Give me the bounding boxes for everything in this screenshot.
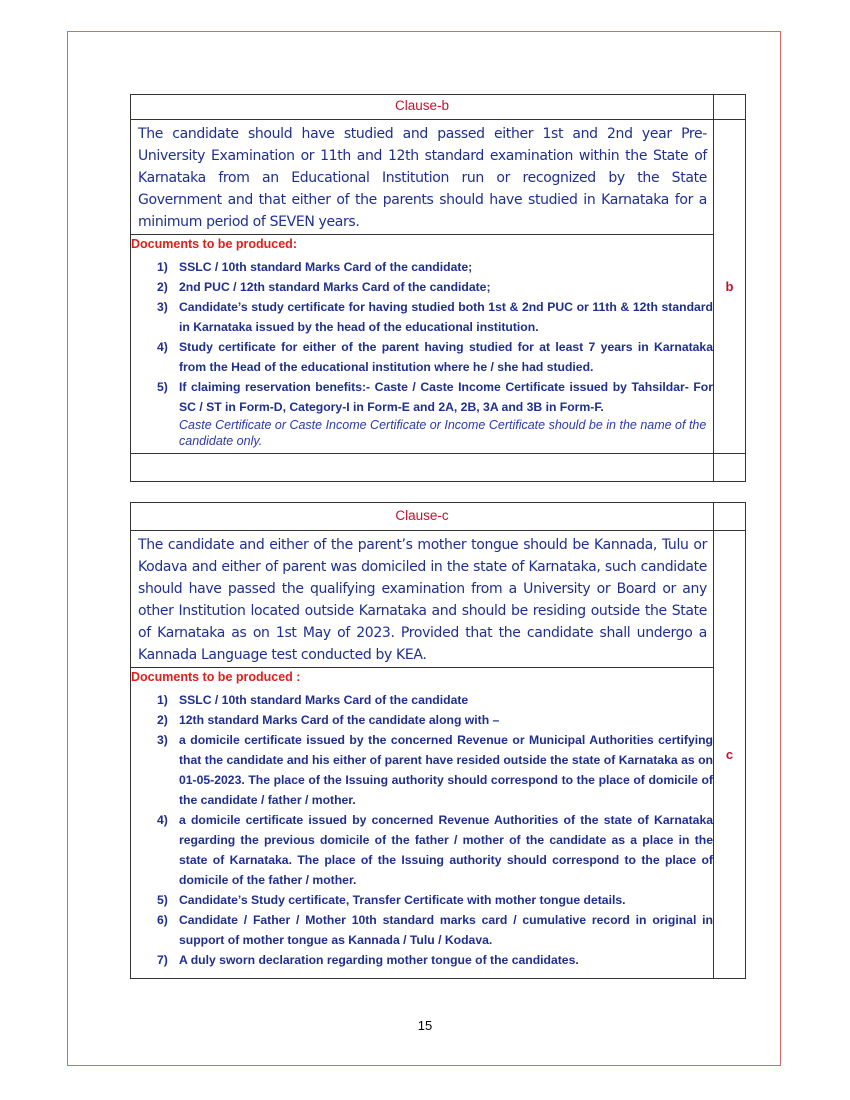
clause-c-title-side-cell (714, 503, 746, 531)
list-item: 5) If claiming reservation benefits:- Caste / Caste Income Certificate issued by Tahsildar- For SC / ST in Form-D, Category-I in Form-E and 2A, 2B, 3A and 3B in Form-F. (157, 380, 713, 414)
list-item: 4) a domicile certificate issued by concerned Revenue Authorities of the state of Karnataka regarding the previous domicile of the father / mother of the candidate as a place in the state of Karnataka. The place of the Issuing authority should correspond to the place of domicile of the father / mother. (157, 813, 713, 887)
list-item: 2) 12th standard Marks Card of the candidate along with – (157, 713, 500, 727)
list-item: 4) Study certificate for either of the parent having studied for at least 7 years in Karnataka from the Head of the educational institution where he / she had studied. (157, 340, 713, 374)
clause-b-paragraph-cell (131, 120, 714, 235)
list-item: 3) Candidate’s study certificate for having studied both 1st & 2nd PUC or 11th & 12th standard in Karnataka issued by the head of the educational institution. (157, 300, 713, 334)
clause-c-side-label: c (714, 531, 746, 979)
list-item: 2) 2nd PUC / 12th standard Marks Card of the candidate; (157, 280, 491, 294)
list-item: 1) SSLC / 10th standard Marks Card of the candidate; (157, 260, 473, 274)
clause-b-paragraph: The candidate should have studied and passed either 1st and 2nd year Pre-University Examination or 11th and 12th standard examination within the State of Karnataka from an Educational Institution run or recognized by the State Government and that either of the parents should have studied in Karnataka for a minimum period of SEVEN years. (138, 126, 707, 230)
clause-c-documents-heading: Documents to be produced : (131, 670, 301, 684)
list-item: 6) Candidate / Father / Mother 10th standard marks card / cumulative record in original in support of mother tongue as Kannada / Tulu / Kodava. (157, 913, 713, 947)
clause-b-note: Caste Certificate or Caste Income Certificate or Income Certificate should be in the name of the candidate only. (179, 418, 707, 448)
clause-b-side-label: b (714, 120, 746, 454)
clause-c-table (130, 502, 746, 979)
clause-c-documents-cell (131, 668, 714, 979)
clause-b-documents-heading: Documents to be produced: (131, 237, 297, 251)
clause-b-documents-list (131, 257, 713, 417)
clause-b-empty-row (131, 454, 714, 482)
list-item: 1) SSLC / 10th standard Marks Card of the candidate (157, 693, 469, 707)
list-item: 3) a domicile certificate issued by the concerned Revenue or Municipal Authorities certifying that the candidate and his either of parent have resided outside the state of Karnataka as on 01-05-2023. The place of the Issuing authority should correspond to the place of domicile of the candidate / father / mother. (157, 733, 713, 807)
clause-b-empty-side-cell (714, 454, 746, 482)
clause-b-table (130, 94, 746, 482)
clause-b-title: Clause-b (131, 95, 714, 120)
clause-b-title-side-cell (714, 95, 746, 120)
clause-c-paragraph: The candidate and either of the parent’s mother tongue should be Kannada, Tulu or Kodava and either of parent was domiciled in the state of Karnataka, such candidate should have passed the qualifying examination from a University or Board or any other Institution located outside Karnataka and should be residing outside the State of Karnataka as on 1st May of 2023. Provided that the candidate shall undergo a Kannada Language test conducted by KEA. (138, 537, 707, 663)
clause-c-paragraph-cell (131, 531, 714, 668)
list-item: 7) A duly sworn declaration regarding mother tongue of the candidates. (157, 953, 579, 967)
clause-c-title: Clause-c (131, 503, 714, 531)
list-item: 5) Candidate’s Study certificate, Transfer Certificate with mother tongue details. (157, 893, 626, 907)
page-number: 15 (417, 1018, 433, 1033)
clause-b-documents-cell (131, 235, 714, 454)
clause-c-documents-list (131, 690, 713, 970)
